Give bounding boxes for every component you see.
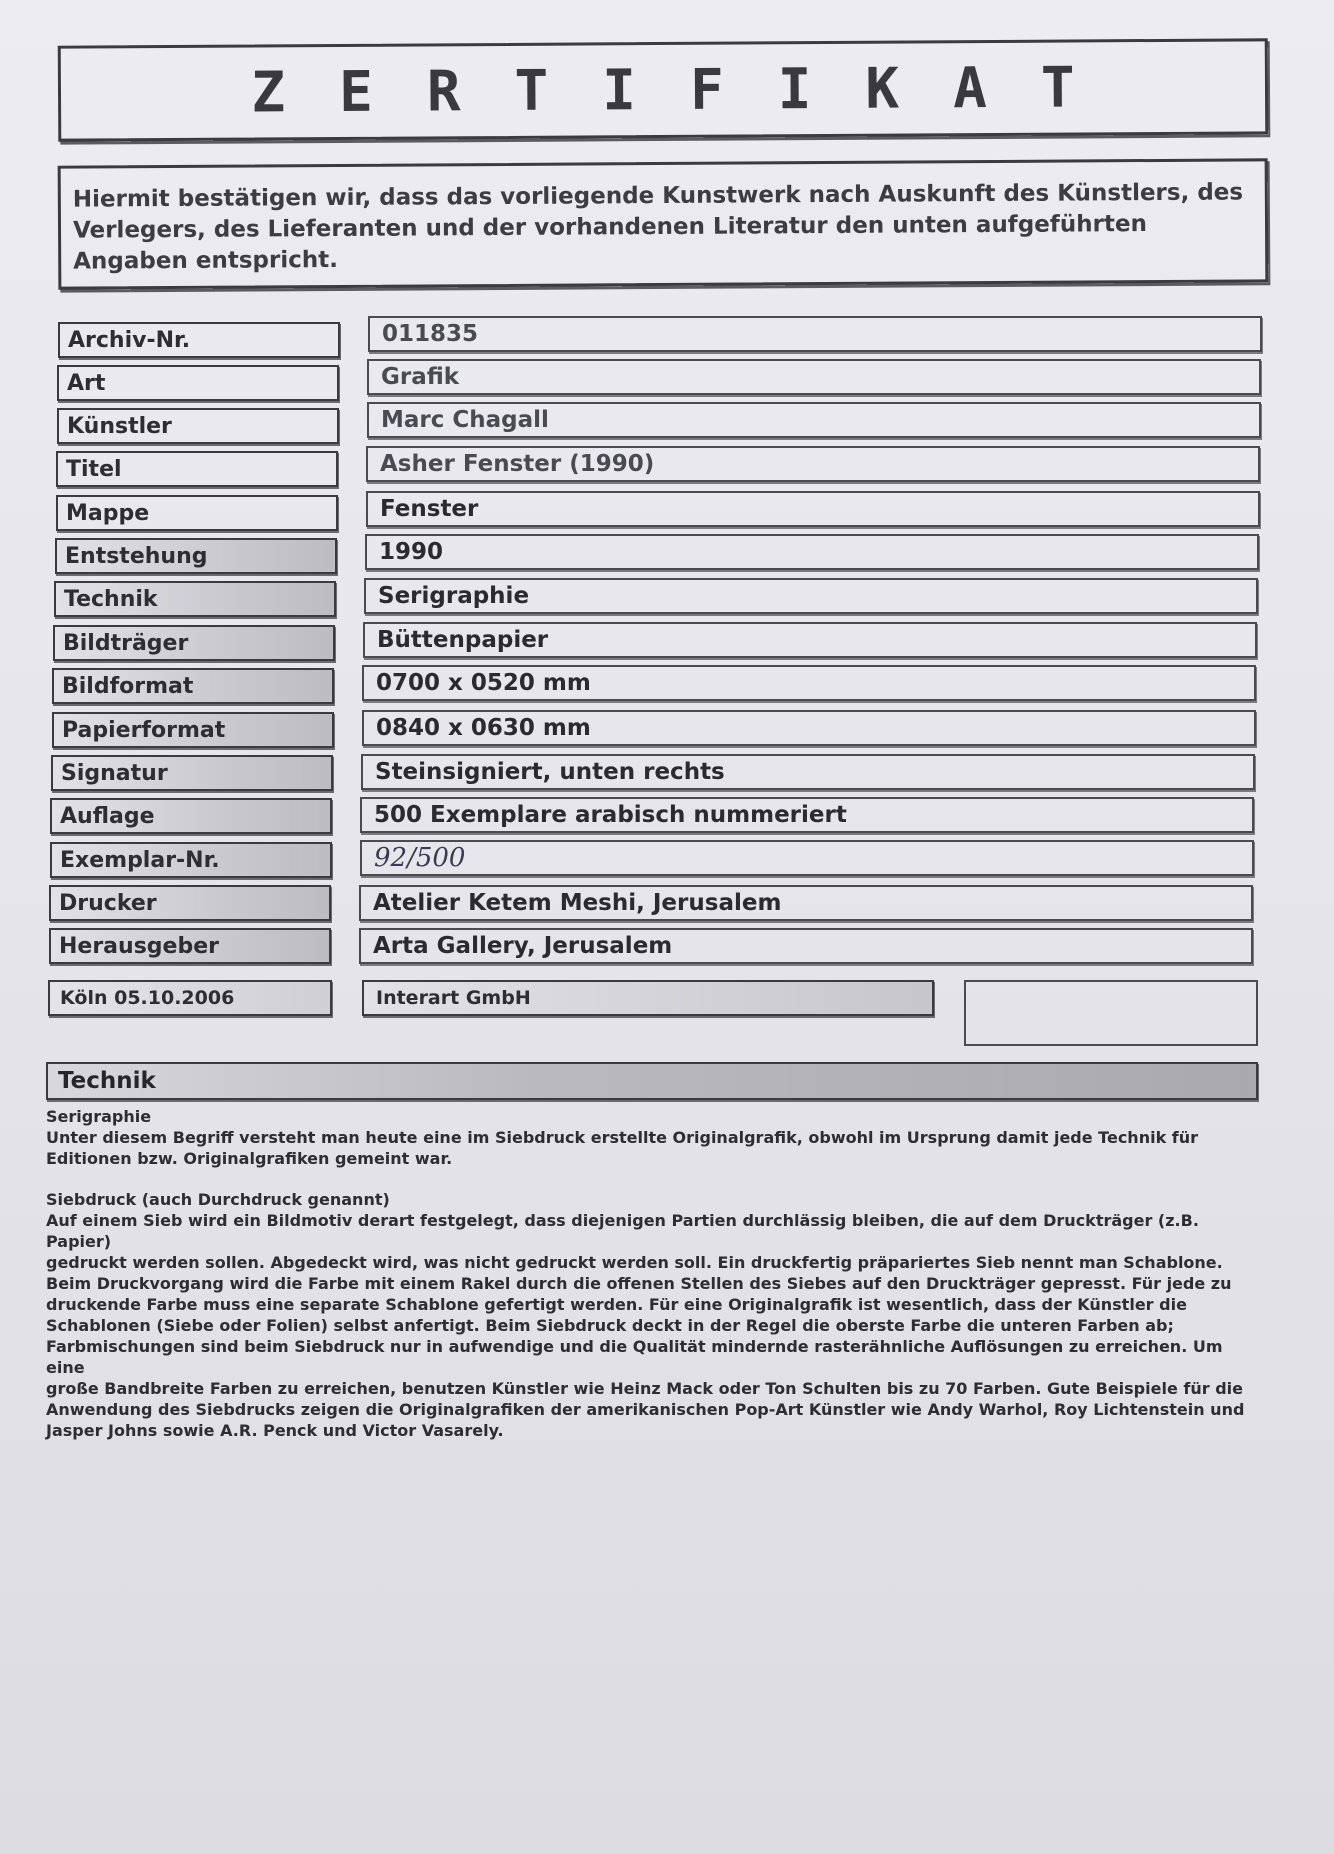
field-value: 500 Exemplare arabisch nummeriert [360,797,1254,833]
field-label: Bildformat [52,668,334,704]
field-value: Grafik [367,359,1261,395]
sub2-title: Siebdruck (auch Durchdruck genannt) [46,1190,390,1209]
section-heading: Technik [46,1062,1258,1100]
sub2-text: Auf einem Sieb wird ein Bildmotiv derart festgelegt, dass diejenigen Partien durchlässig bleiben, die auf dem Druckträger (z.B. Papier) gedruckt werden sollen. Abgedeckt wird, was nicht gedruckt werden soll. Ein druckfertig präpariertes Sieb nennt man Schablone. Beim Druckvorgang wird die Farbe mit einem Rakel durch die offenen Stellen des Siebes auf den Druckträger gepresst. Für jede zu druckende Farbe muss eine separate Schablone gefertigt werden. Für eine Originalgrafik ist wesentlich, dass der Künstler die Schablonen (Siebe oder Folien) selbst anfertigt. Beim Siebdruck deckt in der Regel die oberste Farbe die unteren Farben ab; Farbmischungen sind beim Siebdruck nur in aufwendige und die Qualität mindernde rasterähnliche Auflösungen zu erreichen. Um eine große Bandbreite Farben zu erreichen, benutzen Künstler wie Heinz Mack oder Ton Schulten bis zu 70 Farben. Gute Beispiele für die Anwendung des Siebdrucks zeigen die Originalgrafiken der amerikanischen Pop-Art Künstler wie Andy Warhol, Roy Lichtenstein und Jasper Johns sowie A.R. Penck und Victor Vasarely. [46,1211,1245,1440]
field-value: 1990 [365,534,1259,570]
handwritten-edition-number: 92/500 [374,843,466,873]
field-value: Atelier Ketem Meshi, Jerusalem [359,885,1253,921]
field-value: Asher Fenster (1990) [366,446,1260,482]
field-label: Künstler [57,408,339,444]
field-label: Signatur [51,755,333,791]
field-label: Herausgeber [49,928,331,964]
field-value: Steinsigniert, unten rechts [361,754,1255,790]
field-label: Archiv-Nr. [58,322,340,358]
field-value: Büttenpapier [363,622,1257,658]
field-label: Art [57,365,339,401]
signature-box [964,980,1258,1046]
intro-statement: Hiermit bestätigen wir, dass das vorliegende Kunstwerk nach Auskunft des Künstlers, des Verlegers, des Lieferanten und der vorhandenen Literatur den unten aufgeführten Angaben entspricht. [72,179,1244,275]
field-label: Auflage [50,798,332,834]
field-value: Arta Gallery, Jerusalem [359,928,1253,964]
field-label: Entstehung [55,538,337,574]
field-value: 011835 [368,316,1262,352]
field-value-handwritten [360,840,1254,876]
field-value: 0840 x 0630 mm [362,710,1256,746]
field-value: Serigraphie [364,578,1258,614]
title-box [58,38,1269,141]
document-title: ZERTIFIKAT [251,54,1129,126]
field-label: Papierformat [52,712,334,748]
field-label: Exemplar-Nr. [50,842,332,878]
sub1-text: Unter diesem Begriff versteht man heute eine im Siebdruck erstellte Originalgrafik, obwohl im Ursprung damit jede Technik für Editionen bzw. Originalgrafiken gemeint war. [46,1128,1199,1168]
sub1-title: Serigraphie [46,1107,152,1126]
field-value: 0700 x 0520 mm [362,665,1256,701]
field-label: Technik [54,581,336,617]
company-name: Interart GmbH [362,980,934,1016]
field-value: Marc Chagall [367,402,1261,438]
intro-box [58,158,1269,289]
field-label: Mappe [56,495,338,531]
place-date: Köln 05.10.2006 [48,980,332,1016]
field-label: Drucker [49,885,331,921]
field-label: Bildträger [53,625,335,661]
field-value: Fenster [366,491,1260,527]
field-label: Titel [56,451,338,487]
